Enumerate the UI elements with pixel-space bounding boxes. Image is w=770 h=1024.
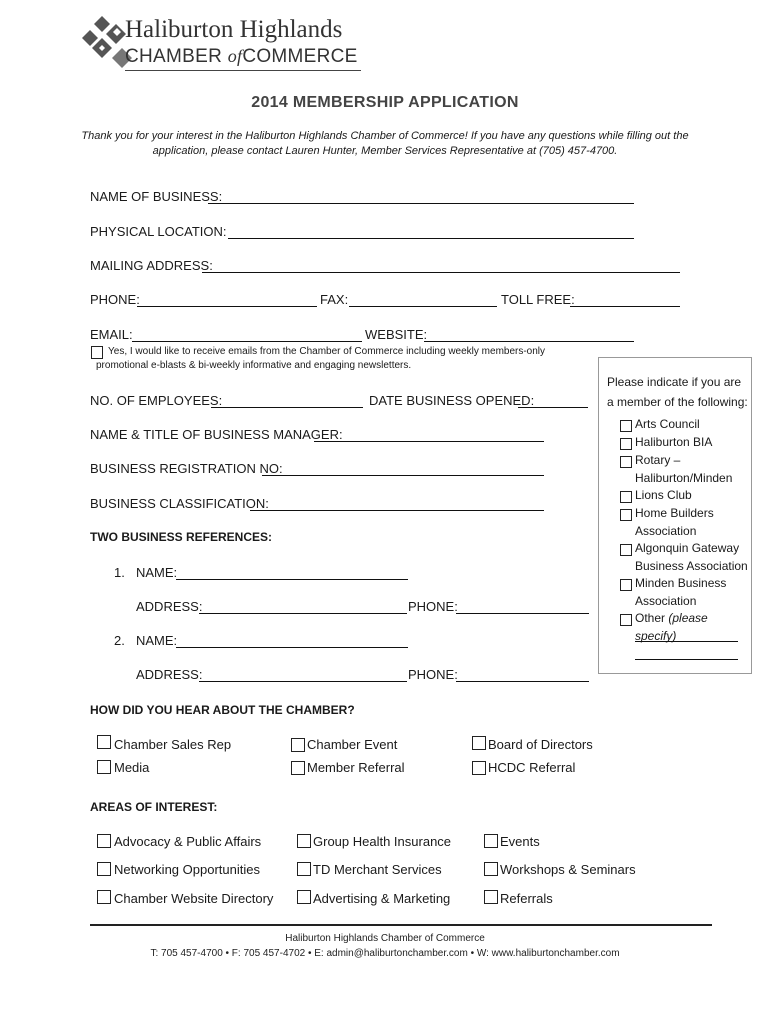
interest-td-merchant-checkbox[interactable] bbox=[297, 862, 311, 876]
how-heard-heading: HOW DID YOU HEAR ABOUT THE CHAMBER? bbox=[90, 703, 355, 717]
interest-events-label: Events bbox=[500, 834, 540, 849]
ref2-name-label: NAME: bbox=[136, 633, 178, 648]
member-home-builders-checkbox[interactable] bbox=[620, 509, 632, 521]
member-arts-council-label: Arts Council bbox=[635, 417, 700, 431]
logo-underline bbox=[125, 70, 361, 71]
interest-referrals-checkbox[interactable] bbox=[484, 890, 498, 904]
interest-events-checkbox[interactable] bbox=[484, 834, 498, 848]
interest-health-insurance-checkbox[interactable] bbox=[297, 834, 311, 848]
toll-free-field[interactable] bbox=[570, 306, 680, 307]
how-heard-event-label: Chamber Event bbox=[307, 737, 398, 752]
ref2-name-field[interactable] bbox=[176, 647, 408, 648]
member-home-builders-label: Home Builders Association bbox=[635, 506, 714, 538]
member-haliburton-bia-checkbox[interactable] bbox=[620, 438, 632, 450]
website-field[interactable] bbox=[424, 341, 634, 342]
footer-org: Haliburton Highlands Chamber of Commerce bbox=[285, 933, 485, 944]
manager-field[interactable] bbox=[314, 441, 544, 442]
interest-advertising-label: Advertising & Marketing bbox=[313, 891, 451, 906]
member-other-field-1[interactable] bbox=[635, 641, 738, 642]
name-of-business-label: NAME OF BUSINESS: bbox=[90, 189, 223, 204]
ref2-number: 2. bbox=[114, 633, 125, 648]
date-opened-label: DATE BUSINESS OPENED: bbox=[369, 393, 535, 408]
website-label: WEBSITE: bbox=[365, 327, 428, 342]
ref1-number: 1. bbox=[114, 565, 125, 580]
name-of-business-field[interactable] bbox=[208, 203, 634, 204]
how-heard-hcdc-label: HCDC Referral bbox=[488, 760, 576, 775]
member-other-checkbox[interactable] bbox=[620, 614, 632, 626]
how-heard-media-checkbox[interactable] bbox=[97, 760, 111, 774]
member-arts-council-checkbox[interactable] bbox=[620, 420, 632, 432]
interest-advocacy-label: Advocacy & Public Affairs bbox=[114, 834, 262, 849]
member-minden-business-checkbox[interactable] bbox=[620, 579, 632, 591]
intro-text: Thank you for your interest in the Haliburton Highlands Chamber of Commerce! If you have any questions while filling out the application, please contact Lauren Hunter, Member Services Representative at (705) 457-4700. bbox=[81, 130, 689, 157]
ref2-phone-field[interactable] bbox=[456, 681, 589, 682]
manager-label: NAME & TITLE OF BUSINESS MANAGER: bbox=[90, 427, 343, 442]
classification-label: BUSINESS CLASSIFICATION: bbox=[90, 496, 269, 511]
member-lions-club-label: Lions Club bbox=[635, 488, 692, 502]
interest-workshops-label: Workshops & Seminars bbox=[500, 862, 636, 877]
member-algonquin-gateway-label: Algonquin Gateway Business Association bbox=[635, 541, 748, 573]
member-other-label: Other (please specify) bbox=[635, 611, 708, 643]
physical-location-label: PHYSICAL LOCATION: bbox=[90, 224, 227, 239]
member-rotary-label: Rotary – Haliburton/Minden bbox=[635, 453, 733, 485]
references-heading: TWO BUSINESS REFERENCES: bbox=[90, 530, 273, 544]
email-field[interactable] bbox=[132, 341, 362, 342]
member-minden-business-label: Minden Business Association bbox=[635, 576, 727, 608]
ref2-address-field[interactable] bbox=[199, 681, 407, 682]
physical-location-field[interactable] bbox=[228, 238, 634, 239]
how-heard-media-label: Media bbox=[114, 760, 150, 775]
member-lions-club-checkbox[interactable] bbox=[620, 491, 632, 503]
ref1-name-field[interactable] bbox=[176, 579, 408, 580]
ref1-phone-label: PHONE: bbox=[408, 599, 458, 614]
email-label: EMAIL: bbox=[90, 327, 133, 342]
member-rotary-checkbox[interactable] bbox=[620, 456, 632, 468]
email-consent-checkbox[interactable] bbox=[91, 346, 103, 359]
mailing-address-label: MAILING ADDRESS: bbox=[90, 258, 213, 273]
employees-field[interactable] bbox=[211, 407, 363, 408]
how-heard-referral-checkbox[interactable] bbox=[291, 761, 305, 775]
footer-divider bbox=[90, 924, 712, 926]
ref2-phone-label: PHONE: bbox=[408, 667, 458, 682]
ref1-name-label: NAME: bbox=[136, 565, 178, 580]
interest-directory-checkbox[interactable] bbox=[97, 890, 111, 904]
how-heard-event-checkbox[interactable] bbox=[291, 738, 305, 752]
email-consent-text: Yes, I would like to receive emails from the Chamber of Commerce including weekly members-only promotional e-blasts & bi-weekly informative and engaging newsletters. bbox=[96, 346, 546, 371]
ref2-address-label: ADDRESS: bbox=[136, 667, 203, 682]
phone-field[interactable] bbox=[137, 306, 317, 307]
interest-workshops-checkbox[interactable] bbox=[484, 862, 498, 876]
classification-field[interactable] bbox=[250, 510, 544, 511]
interest-health-insurance-label: Group Health Insurance bbox=[313, 834, 452, 849]
logo bbox=[80, 14, 370, 74]
ref1-address-label: ADDRESS: bbox=[136, 599, 203, 614]
interest-directory-label: Chamber Website Directory bbox=[114, 891, 274, 906]
date-opened-field[interactable] bbox=[518, 407, 588, 408]
interest-td-merchant-label: TD Merchant Services bbox=[313, 862, 442, 877]
ref1-phone-field[interactable] bbox=[456, 613, 589, 614]
logo-title: Haliburton Highlands bbox=[125, 16, 343, 43]
logo-subtitle: CHAMBER ofCOMMERCE bbox=[125, 46, 358, 67]
interest-referrals-label: Referrals bbox=[500, 891, 553, 906]
how-heard-board-label: Board of Directors bbox=[488, 737, 593, 752]
member-other-field-2[interactable] bbox=[635, 659, 738, 660]
mailing-address-field[interactable] bbox=[202, 272, 680, 273]
registration-field[interactable] bbox=[262, 475, 544, 476]
how-heard-board-checkbox[interactable] bbox=[472, 736, 486, 750]
employees-label: NO. OF EMPLOYEES: bbox=[90, 393, 223, 408]
how-heard-sales-rep-checkbox[interactable] bbox=[97, 735, 111, 749]
interest-advocacy-checkbox[interactable] bbox=[97, 834, 111, 848]
how-heard-referral-label: Member Referral bbox=[307, 760, 405, 775]
footer-contact: T: 705 457-4700 • F: 705 457-4702 • E: admin@haliburtonchamber.com • W: www.haliburtonchamber.com bbox=[150, 948, 620, 959]
member-haliburton-bia-label: Haliburton BIA bbox=[635, 435, 713, 449]
interests-heading: AREAS OF INTEREST: bbox=[90, 800, 218, 814]
membership-box-title: Please indicate if you are a member of the following: bbox=[607, 375, 748, 409]
member-algonquin-gateway-checkbox[interactable] bbox=[620, 544, 632, 556]
toll-free-label: TOLL FREE: bbox=[501, 292, 575, 307]
page-title: 2014 MEMBERSHIP APPLICATION bbox=[251, 94, 519, 111]
phone-label: PHONE: bbox=[90, 292, 140, 307]
ref1-address-field[interactable] bbox=[199, 613, 407, 614]
fax-label: FAX: bbox=[320, 292, 349, 307]
how-heard-sales-rep-label: Chamber Sales Rep bbox=[114, 737, 232, 752]
fax-field[interactable] bbox=[349, 306, 497, 307]
how-heard-hcdc-checkbox[interactable] bbox=[472, 761, 486, 775]
interest-advertising-checkbox[interactable] bbox=[297, 890, 311, 904]
membership-box bbox=[598, 357, 752, 674]
interest-networking-label: Networking Opportunities bbox=[114, 862, 260, 877]
registration-label: BUSINESS REGISTRATION NO: bbox=[90, 461, 283, 476]
interest-networking-checkbox[interactable] bbox=[97, 862, 111, 876]
